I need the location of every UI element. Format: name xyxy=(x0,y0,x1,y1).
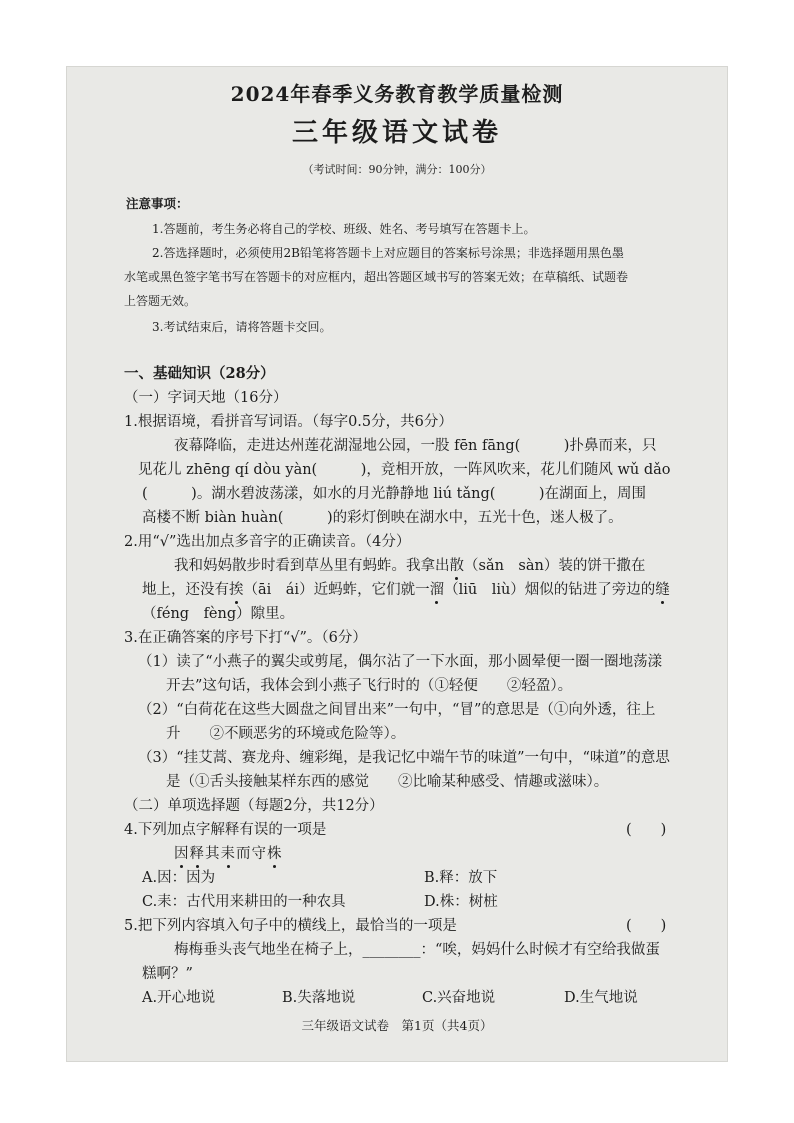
text-run: 地上，还没有 xyxy=(142,582,229,598)
text-run: 守 xyxy=(251,846,267,862)
dotted-char: 因 xyxy=(174,842,190,863)
option-c: C.兴奋地说 xyxy=(422,990,496,1006)
dotted-char: 释 xyxy=(190,842,206,863)
question-3-line: 升 ②不顾恶劣的环境或危险等）。 xyxy=(166,726,406,742)
dotted-char: 挨 xyxy=(229,578,244,599)
question-1-line: 高楼不断 biàn huàn( )的彩灯倒映在湖水中，五光十色，迷人极了。 xyxy=(142,510,623,526)
part-title: （一）字词天地（16分） xyxy=(124,390,288,406)
option-b: B.释：放下 xyxy=(424,870,498,886)
note-line: 上答题无效。 xyxy=(124,294,197,308)
option-d: D.生气地说 xyxy=(564,990,638,1006)
exam-time-info: （考试时间：90分钟，满分：100分） xyxy=(302,163,492,176)
text-run: （sǎn sàn）装的饼干撒在 xyxy=(464,558,646,574)
question-5-line: 糕啊？” xyxy=(142,966,193,982)
question-3-line: 是（①舌头接触某样东西的感觉 ②比喻某种感受、情趣或滋味）。 xyxy=(166,774,609,790)
exam-subject-title: 三年级语文试卷 xyxy=(291,118,502,148)
option-b: B.失落地说 xyxy=(282,990,356,1006)
question-5-line: 梅梅垂头丧气地坐在椅子上，________：“唉，妈妈什么时候才有空给我做蛋 xyxy=(174,942,660,958)
note-line: 水笔或黑色签字笔书写在答题卡的对应框内，超出答题区域书写的答案无效；在草稿纸、试题卷 xyxy=(124,270,629,284)
idiom-phrase xyxy=(174,842,283,863)
dotted-char: 缝 xyxy=(655,578,670,599)
dotted-char: 株 xyxy=(267,842,283,863)
question-3-line: 开去”这句话，我体会到小燕子飞行时的（①轻便 ②轻盈）。 xyxy=(166,678,573,694)
text-run: 其 xyxy=(205,846,221,862)
answer-paren: ( ) xyxy=(626,822,667,838)
question-3-line: （3）“挂艾蒿、赛龙舟、缠彩绳，是我记忆中端午节的味道”一句中，“味道”的意思 xyxy=(138,750,670,766)
question-1-stem: 1.根据语境，看拼音写词语。（每字0.5分，共6分） xyxy=(124,414,453,430)
question-3-stem: 3.在正确答案的序号下打“√”。（6分） xyxy=(124,630,367,646)
question-2-line xyxy=(142,578,670,599)
section-title: 一、基础知识（28分） xyxy=(124,365,275,382)
exam-title: 2024年春季义务教育教学质量检测 xyxy=(230,82,564,106)
question-2-line xyxy=(174,554,645,575)
question-3-line: （2）“白荷花在这些大圆盘之间冒出来”一句中，“冒”的意思是（①向外透，往上 xyxy=(138,702,656,718)
question-1-line: 夜幕降临，走进达州莲花湖湿地公园，一股 fēn fāng( )扑鼻而来，只 xyxy=(174,438,657,454)
text-run: 我和妈妈散步时看到草丛里有蚂蚱。我拿出 xyxy=(174,558,450,574)
text-run: （āi ái）近蚂蚱，它们就一 xyxy=(243,582,430,598)
question-1-line: ( )。湖水碧波荡漾，如水的月光静静地 liú tǎng( )在湖面上，周围 xyxy=(142,486,647,502)
note-line: 1.答题前，考生务必将自己的学校、班级、姓名、考号填写在答题卡上。 xyxy=(152,222,536,236)
notes-heading: 注意事项： xyxy=(126,196,189,211)
option-d: D.株：树桩 xyxy=(424,894,498,910)
note-line: 2.答选择题时，必须使用2B铅笔将答题卡上对应题目的答案标号涂黑；非选择题用黑色墨 xyxy=(152,246,624,260)
question-4-stem: 4.下列加点字解释有误的一项是 xyxy=(124,822,327,838)
dotted-char: 溜 xyxy=(430,578,445,599)
question-2-line: （féng fèng）隙里。 xyxy=(142,606,295,622)
page-footer: 三年级语文试卷 第1页（共4页） xyxy=(301,1018,493,1033)
question-3-line: （1）读了“小燕子的翼尖或剪尾，偶尔沾了一下水面，那小圆晕便一圈一圈地荡漾 xyxy=(138,654,663,670)
note-line: 3.考试结束后，请将答题卡交回。 xyxy=(152,320,332,334)
text-run: 而 xyxy=(236,846,252,862)
dotted-char: 散 xyxy=(450,554,465,575)
question-1-line: 见花儿 zhēng qí dòu yàn( )，竞相开放，一阵风吹来，花儿们随风 wǔ dǎo xyxy=(138,462,671,478)
question-2-stem: 2.用“√”选出加点多音字的正确读音。（4分） xyxy=(124,534,411,550)
answer-paren: ( ) xyxy=(626,918,667,934)
part-title: （二）单项选择题（每题2分，共12分） xyxy=(124,798,384,814)
question-5-stem: 5.把下列内容填入句子中的横线上，最恰当的一项是 xyxy=(124,918,457,934)
dotted-char: 耒 xyxy=(221,842,237,863)
exam-paper xyxy=(66,66,728,1062)
option-a: A.因：因为 xyxy=(142,870,216,886)
text-run: （liū liù）烟似的钻进了旁边的 xyxy=(444,582,656,598)
option-c: C.耒：古代用来耕田的一种农具 xyxy=(142,894,346,910)
option-a: A.开心地说 xyxy=(142,990,216,1006)
